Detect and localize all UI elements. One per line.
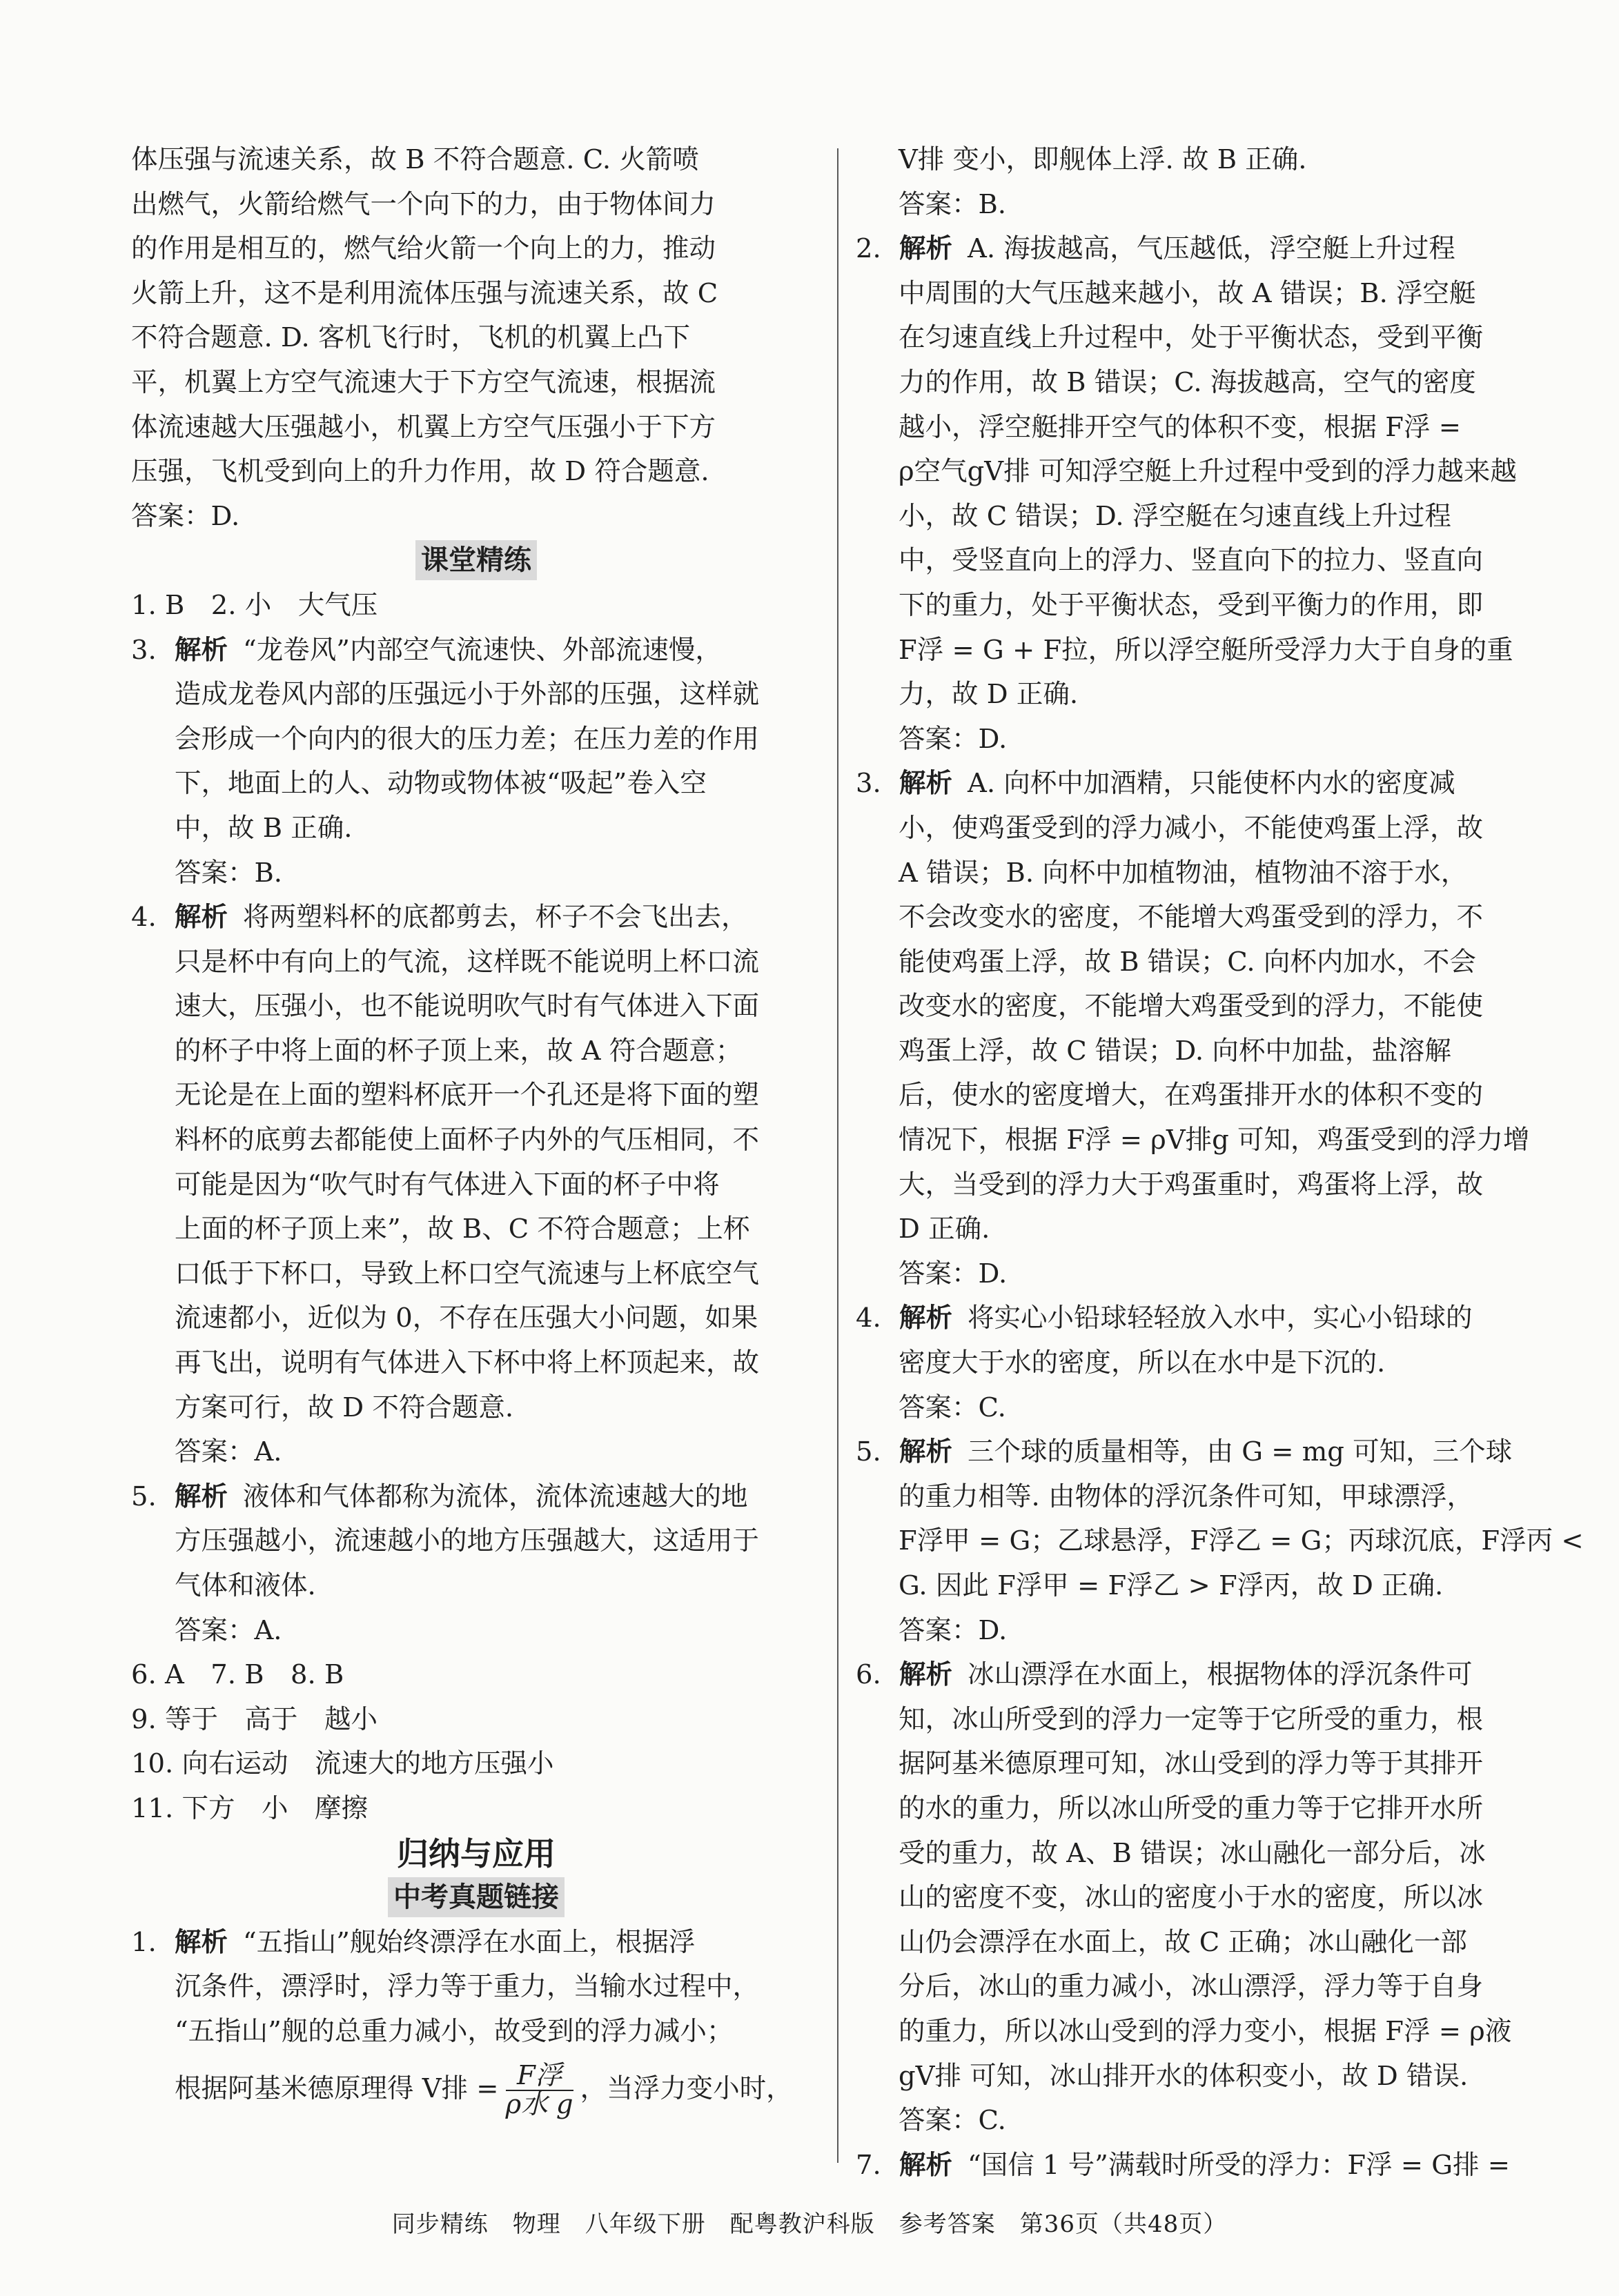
analysis-tag: 解析 [899, 1303, 953, 1334]
analysis-tag: 解析 [175, 1481, 228, 1512]
text-line: 中，受竖直向上的浮力、竖直向下的拉力、竖直向 [899, 545, 1484, 577]
text-line: 气体和液体. [175, 1570, 316, 1601]
text-line: 鸡蛋上浮，故 C 错误；D. 向杯中加盐，盐溶解 [899, 1035, 1451, 1067]
short-answers: 6. A 7. B 8. B [131, 1659, 344, 1691]
text-line: 山的密度不变，冰山的密度小于水的密度，所以冰 [899, 1882, 1484, 1914]
section-heading: 课堂精练 [131, 539, 821, 584]
text-line: ρ空气gV排 可知浮空艇上升过程中受到的浮力越来越 [899, 456, 1517, 488]
text-line: 下的重力，处于平衡状态，受到平衡力的作用，即 [899, 589, 1484, 621]
chapter-heading: 归纳与应用 [397, 1834, 556, 1872]
text-line: G. 因此 F浮甲 = F浮乙 > F浮丙，故 D 正确. [899, 1570, 1444, 1601]
question-4: 4. 解析 将实心小铅球轻轻放入水中，实心小铅球的 [856, 1303, 1473, 1334]
short-answers: 9. 等于 高于 越小 [131, 1703, 377, 1735]
text-line: 情况下，根据 F浮 = ρV排g 可知，鸡蛋受到的浮力增 [899, 1125, 1530, 1156]
text-line: 可能是因为“吹气时有气体进入下面的杯子中将 [175, 1169, 720, 1200]
question-r1: 1. 解析 “五指山”舰始终漂浮在水面上，根据浮 [131, 1926, 696, 1958]
column-divider [837, 148, 838, 2163]
fraction: $\frac{\text{F浮}}{\text{ρ水 g}}$ [505, 2059, 573, 2120]
analysis-tag: 解析 [899, 1659, 953, 1691]
text-line: V排 变小，即舰体上浮. 故 B 正确. [899, 144, 1307, 175]
text-line: F浮甲 = G；乙球悬浮，F浮乙 = G；丙球沉底，F浮丙 < [899, 1525, 1584, 1557]
text-line: D 正确. [899, 1214, 990, 1245]
text-line: 速大，压强小，也不能说明吹气时有气体进入下面 [175, 991, 760, 1022]
text-line: 下，地面上的人、动物或物体被“吸起”卷入空 [175, 768, 707, 800]
text-line: 山仍会漂浮在水面上，故 C 正确；冰山融化一部 [899, 1926, 1467, 1958]
text-line: 小，故 C 错误；D. 浮空艇在匀速直线上升过程 [899, 500, 1451, 532]
text-line: 大，当受到的浮力大于鸡蛋重时，鸡蛋将上浮，故 [899, 1169, 1484, 1200]
text-line: 出燃气，火箭给燃气一个向下的力，由于物体间力 [131, 188, 716, 220]
question-5: 5. 解析 液体和气体都称为流体，流体流速越大的地 [131, 1481, 748, 1512]
text-line: 体流速越大压强越小，机翼上方空气压强小于下方 [131, 411, 716, 443]
formula-line: 根据阿基米德原理得 V排 = $\frac{\text{F浮}}{\text{ρ水 g}}$ ，当浮力变小时， [175, 2059, 793, 2120]
answer-line: 答案：C. [899, 1392, 1006, 1423]
answer-line: 答案：C. [899, 2105, 1006, 2137]
text-line: 不符合题意. D. 客机飞行时，飞机的机翼上凸下 [131, 322, 690, 354]
right-column [856, 138, 1584, 2188]
text-line: 中，故 B 正确. [175, 812, 353, 844]
text-line: 上面的杯子顶上来”，故 B、C 不符合题意；上杯 [175, 1214, 750, 1245]
page-footer: 同步精练 物理 八年级下册 配粤教沪科版 参考答案 第36页（共48页） [391, 2210, 1228, 2238]
text-line: 会形成一个向内的很大的压力差；在压力差的作用 [175, 723, 760, 755]
analysis-tag: 解析 [899, 1436, 953, 1468]
text-line: 体压强与流速关系，故 B 不符合题意. C. 火箭喷 [131, 144, 699, 175]
question-2: 2. 解析 A. 海拔越高，气压越低，浮空艇上升过程 [856, 233, 1455, 265]
text-line: 受的重力，故 A、B 错误；冰山融化一部分后，冰 [899, 1837, 1486, 1869]
question-3: 3. 解析 A. 向杯中加酒精，只能使杯内水的密度减 [856, 768, 1455, 800]
text-line: 口低于下杯口，导致上杯口空气流速与上杯底空气 [175, 1258, 760, 1289]
text-line: 平，机翼上方空气流速大于下方空气流速，根据流 [131, 366, 716, 398]
text-line: 的杯子中将上面的杯子顶上来，故 A 符合题意； [175, 1035, 743, 1067]
answer-line: 答案：D. [131, 500, 240, 532]
text-line: 的作用是相互的，燃气给火箭一个向上的力，推动 [131, 233, 716, 265]
text-line: 越小，浮空艇排开空气的体积不变，根据 F浮 = [899, 411, 1461, 443]
short-answers: 10. 向右运动 流速大的地方压强小 [131, 1748, 554, 1780]
text-line: 沉条件，漂浮时，浮力等于重力，当输水过程中， [175, 1971, 760, 2003]
text-line: 的水的重力，所以冰山所受的重力等于它排开水所 [899, 1792, 1484, 1824]
text-line: 的重力，所以冰山受到的浮力变小，根据 F浮 = ρ液 [899, 2015, 1512, 2047]
analysis-tag: 解析 [175, 634, 228, 666]
text-line: “五指山”舰的总重力减小，故受到的浮力减小； [175, 2015, 734, 2047]
section-heading: 中考真题链接 [131, 1876, 821, 1921]
text-line: 造成龙卷风内部的压强远小于外部的压强，这样就 [175, 679, 760, 711]
text-line: 据阿基米德原理可知，冰山受到的浮力等于其排开 [899, 1748, 1484, 1780]
text-line: 料杯的底剪去都能使上面杯子内外的气压相同，不 [175, 1125, 760, 1156]
question-4: 4. 解析 将两塑料杯的底都剪去，杯子不会飞出去， [131, 902, 748, 933]
text-line: A 错误；B. 向杯中加植物油，植物油不溶于水， [899, 857, 1468, 889]
answer-line: 答案：B. [175, 857, 283, 889]
question-5: 5. 解析 三个球的质量相等，由 G = mg 可知，三个球 [856, 1436, 1513, 1468]
question-3: 3. 解析 “龙卷风”内部空气流速快、外部流速慢， [131, 634, 722, 666]
text-line: 再飞出，说明有气体进入下杯中将上杯顶起来，故 [175, 1347, 760, 1379]
text-line: 在匀速直线上升过程中，处于平衡状态，受到平衡 [899, 322, 1484, 354]
text-line: 中周围的大气压越来越小，故 A 错误；B. 浮空艇 [899, 277, 1476, 309]
answer-line: 答案：B. [899, 188, 1007, 220]
text-line: 流速都小，近似为 0，不存在压强大小问题，如果 [175, 1303, 758, 1334]
text-line: 方案可行，故 D 不符合题意. [175, 1392, 514, 1423]
text-line: 力的作用，故 B 错误；C. 海拔越高，空气的密度 [899, 366, 1476, 398]
text-line: 不会改变水的密度，不能增大鸡蛋受到的浮力，不 [899, 902, 1484, 933]
analysis-tag: 解析 [175, 902, 228, 933]
text-line: 知，冰山所受到的浮力一定等于它所受的重力，根 [899, 1703, 1484, 1735]
analysis-tag: 解析 [899, 768, 953, 800]
text-line: 小，使鸡蛋受到的浮力减小，不能使鸡蛋上浮，故 [899, 812, 1484, 844]
text-line: 改变水的密度，不能增大鸡蛋受到的浮力，不能使 [899, 991, 1484, 1022]
text-line: 后，使水的密度增大，在鸡蛋排开水的体积不变的 [899, 1080, 1484, 1111]
text-line: 的重力相等. 由物体的浮沉条件可知，甲球漂浮， [899, 1481, 1473, 1512]
text-line: 方压强越小，流速越小的地方压强越大，这适用于 [175, 1525, 760, 1557]
text-line: 压强，飞机受到向上的升力作用，故 D 符合题意. [131, 456, 709, 488]
text-line: 分后，冰山的重力减小，冰山漂浮，浮力等于自身 [899, 1971, 1484, 2003]
text-line: 密度大于水的密度，所以在水中是下沉的. [899, 1347, 1386, 1379]
text-line: 能使鸡蛋上浮，故 B 错误；C. 向杯内加水，不会 [899, 946, 1476, 978]
short-answers: 1. B 2. 小 大气压 [131, 589, 378, 621]
text-line: 无论是在上面的塑料杯底开一个孔还是将下面的塑 [175, 1080, 760, 1111]
short-answers: 11. 下方 小 摩擦 [131, 1792, 368, 1824]
text-line: gV排 可知，冰山排开水的体积变小，故 D 错误. [899, 2060, 1469, 2092]
answer-line: 答案：A. [175, 1614, 282, 1646]
question-7: 7. 解析 “国信 1 号”满载时所受的浮力：F浮 = G排 = [856, 2149, 1511, 2181]
analysis-tag: 解析 [899, 233, 953, 265]
text-line: 火箭上升，这不是利用流体压强与流速关系，故 C [131, 277, 718, 309]
answer-line: 答案：D. [899, 723, 1008, 755]
text-line: F浮 = G + F拉，所以浮空艇所受浮力大于自身的重 [899, 634, 1513, 666]
text-line: 只是杯中有向上的气流，这样既不能说明上杯口流 [175, 946, 760, 978]
left-column [131, 138, 821, 2124]
analysis-tag: 解析 [175, 1926, 228, 1958]
text-line: 力，故 D 正确. [899, 679, 1079, 711]
analysis-tag: 解析 [899, 2149, 953, 2181]
answer-line: 答案：D. [899, 1614, 1008, 1646]
answer-line: 答案：D. [899, 1258, 1008, 1289]
question-6: 6. 解析 冰山漂浮在水面上，根据物体的浮沉条件可 [856, 1659, 1473, 1691]
answer-line: 答案：A. [175, 1436, 282, 1468]
